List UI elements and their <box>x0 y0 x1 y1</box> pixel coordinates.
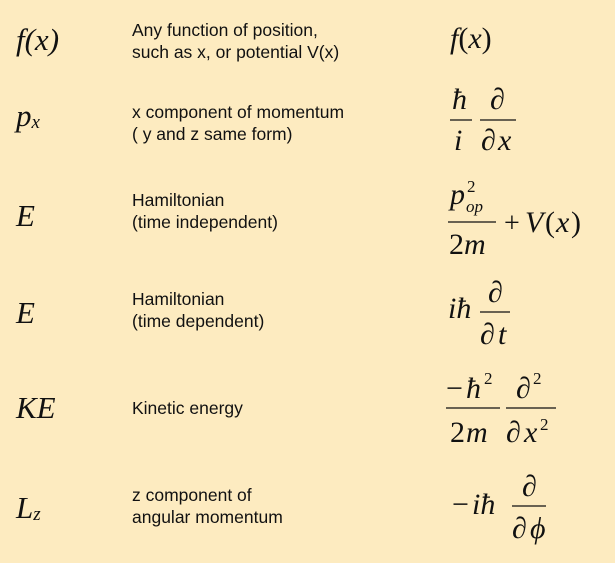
operator-hamiltonian-independent <box>446 170 596 260</box>
description-angular-momentum: z component of angular momentum <box>132 485 283 527</box>
description-energy-independent: Hamiltonian (time independent) <box>132 190 278 232</box>
svg-text:x: x <box>498 124 512 157</box>
svg-text:m: m <box>464 228 486 261</box>
svg-text:−: − <box>452 488 469 521</box>
svg-text:2: 2 <box>484 369 493 388</box>
svg-text:p: p <box>450 178 465 211</box>
svg-text:2: 2 <box>450 416 465 449</box>
symbol-energy-dependent: E <box>16 295 35 330</box>
symbol-momentum: $p_x$ <box>16 98 40 133</box>
svg-text:2: 2 <box>533 369 542 388</box>
svg-text:∂: ∂ <box>506 416 521 449</box>
svg-text:(: ( <box>545 206 555 239</box>
svg-text:iħ: iħ <box>472 488 496 521</box>
svg-text:op: op <box>466 197 483 216</box>
svg-text:iħ: iħ <box>448 292 472 325</box>
svg-text:−: − <box>446 372 463 405</box>
operator-angular-momentum <box>450 466 560 552</box>
svg-text:ħ: ħ <box>466 372 481 405</box>
symbol-angular-momentum: $L_z$ <box>16 490 41 525</box>
svg-text:∂: ∂ <box>512 512 527 545</box>
svg-text:t: t <box>498 318 507 351</box>
svg-text:∂: ∂ <box>488 276 503 309</box>
description-energy-dependent: Hamiltonian (time dependent) <box>132 289 265 331</box>
description-function: Any function of position, such as x, or potential V(x) <box>132 20 340 62</box>
svg-text:2: 2 <box>467 177 476 196</box>
operator-kinetic-energy <box>444 366 574 456</box>
svg-text:+: + <box>504 208 520 239</box>
description-momentum: x component of momentum ( y and z same form) <box>132 102 345 144</box>
svg-text:ħ: ħ <box>452 83 467 116</box>
svg-text:∂: ∂ <box>490 83 505 116</box>
svg-text:V: V <box>525 206 544 239</box>
description-kinetic-energy: Kinetic energy <box>132 398 243 418</box>
svg-text:2: 2 <box>449 228 464 261</box>
svg-text:∂: ∂ <box>480 318 495 351</box>
operator-momentum <box>448 80 528 160</box>
svg-text:∂: ∂ <box>516 372 531 405</box>
operator-hamiltonian-dependent <box>446 272 526 356</box>
symbol-kinetic-energy: KE <box>16 390 56 425</box>
symbol-energy-independent: E <box>16 198 35 233</box>
svg-text:i: i <box>454 124 463 157</box>
svg-text:2: 2 <box>540 415 549 434</box>
svg-text:): ) <box>571 206 581 239</box>
svg-text:ϕ: ϕ <box>530 512 546 545</box>
svg-text:m: m <box>466 416 488 449</box>
symbol-function: f(x) <box>16 22 60 57</box>
svg-text:x: x <box>524 416 538 449</box>
svg-text:x: x <box>556 206 570 239</box>
operator-function: f(x) <box>450 22 492 55</box>
svg-text:∂: ∂ <box>522 470 537 503</box>
svg-text:∂: ∂ <box>481 124 496 157</box>
